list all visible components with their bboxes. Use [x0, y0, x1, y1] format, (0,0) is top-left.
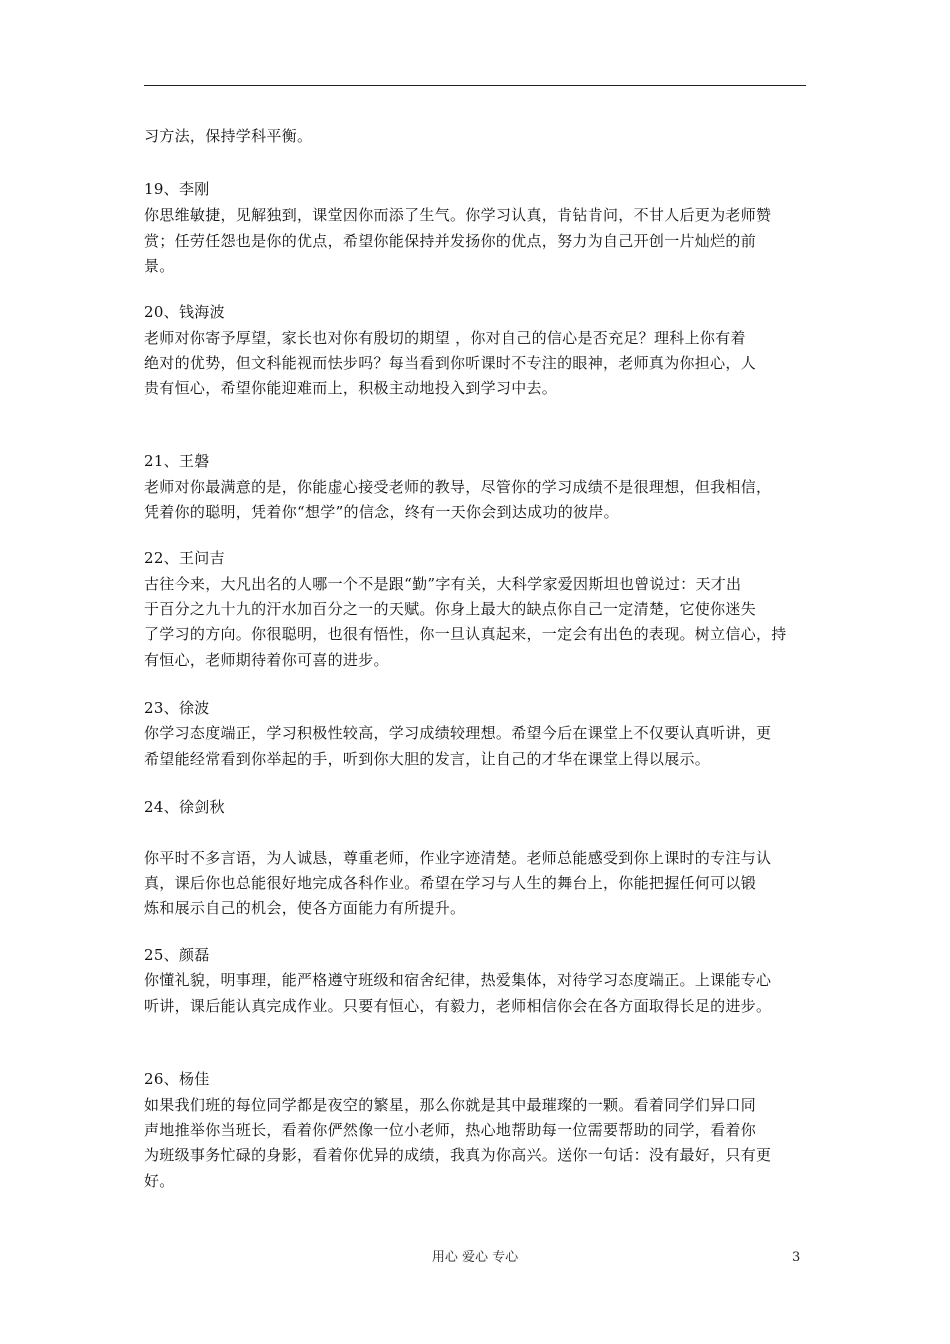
comment-line: 声地推举你当班长，看着你俨然像一位小老师，热心地帮助每一位需要帮助的同学，看着你: [144, 1121, 757, 1139]
comment-line: 了学习的方向。你很聪明，也很有悟性，你一旦认真起来，一定会有出色的表现。树立信心，持: [144, 625, 787, 643]
comment-line: 如果我们班的每位同学都是夜空的繁星，那么你就是其中最璀璨的一颗。看着同学们异口同: [144, 1096, 757, 1114]
comment-line: 老师对你寄予厚望，家长也对你有殷切的期望 ，你对自己的信心是否充足？理科上你有着: [144, 329, 746, 347]
comment-heading: 21、王磐: [144, 452, 210, 470]
comment-line: 于百分之九十九的汗水加百分之一的天赋。你身上最大的缺点你自己一定清楚，它使你迷失: [144, 600, 757, 618]
comment-line: 你平时不多言语，为人诚恳，尊重老师，作业字迹清楚。老师总能感受到你上课时的专注与认: [144, 849, 772, 867]
comment-heading: 19、李刚: [144, 180, 210, 198]
comment-heading: 24、徐剑秋: [144, 798, 225, 816]
comment-line: 老师对你最满意的是，你能虚心接受老师的教导，尽管你的学习成绩不是很理想，但我相信，: [144, 478, 772, 496]
comment-line: 赏；任劳任怨也是你的优点，希望你能保持并发扬你的优点，努力为自己开创一片灿烂的前: [144, 232, 757, 250]
comment-line: 景。: [144, 257, 175, 275]
comment-line: 好。: [144, 1172, 175, 1190]
comment-line: 贵有恒心，希望你能迎难而上，积极主动地投入到学习中去。: [144, 379, 558, 397]
comment-heading: 22、王问吉: [144, 549, 225, 567]
comment-heading: 25、颜磊: [144, 946, 210, 964]
comment-line: 你思维敏捷，见解独到，课堂因你而添了生气。你学习认真，肯钻肯问，不甘人后更为老师赞: [144, 206, 772, 224]
comment-heading: 20、钱海波: [144, 303, 225, 321]
comment-heading: 26、杨佳: [144, 1070, 210, 1088]
comment-line: 古往今来，大凡出名的人哪一个不是跟“勤”字有关，大科学家爱因斯坦也曾说过：天才出: [144, 575, 742, 593]
comment-line: 炼和展示自己的机会，使各方面能力有所提升。: [144, 899, 466, 917]
comment-heading: 23、徐波: [144, 699, 210, 717]
comment-line: 绝对的优势，但文科能视而怯步吗？每当看到你听课时不专注的眼神，老师真为你担心，人: [144, 354, 757, 372]
continued-paragraph: 习方法，保持学科平衡。: [144, 127, 313, 145]
comment-line: 你学习态度端正，学习积极性较高，学习成绩较理想。希望今后在课堂上不仅要认真听讲，更: [144, 724, 772, 742]
comment-line: 听讲，课后能认真完成作业。只要有恒心，有毅力，老师相信你会在各方面取得长足的进步。: [144, 997, 772, 1015]
comment-line: 有恒心，老师期待着你可喜的进步。: [144, 651, 389, 669]
comment-line: 你懂礼貌，明事理，能严格遵守班级和宿舍纪律，热爱集体，对待学习态度端正。上课能专心: [144, 971, 772, 989]
comment-line: 为班级事务忙碌的身影，看着你优异的成绩，我真为你高兴。送你一句话：没有最好，只有更: [144, 1146, 772, 1164]
footer-motto: 用心 爱心 专心: [431, 1250, 519, 1265]
comment-line: 真，课后你也总能很好地完成各科作业。希望在学习与人生的舞台上，你能把握任何可以锻: [144, 874, 757, 892]
page-number: 3: [792, 1250, 801, 1265]
comment-line: 希望能经常看到你举起的手，听到你大胆的发言，让自己的才华在课堂上得以展示。: [144, 750, 711, 768]
comment-line: 凭着你的聪明，凭着你“想学”的信念，终有一天你会到达成功的彼岸。: [144, 503, 619, 521]
header-rule: [144, 85, 806, 86]
